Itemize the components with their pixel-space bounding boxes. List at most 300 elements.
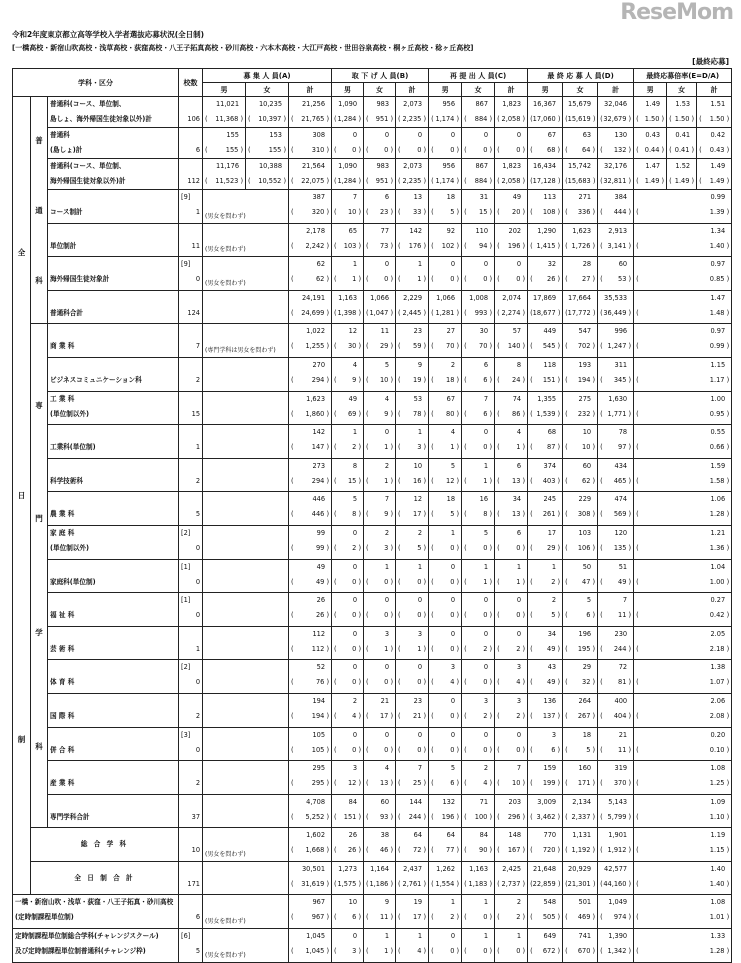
paren-close: ) xyxy=(590,812,596,821)
previous-value xyxy=(530,272,560,286)
paren-open: ( xyxy=(600,476,603,485)
value-cell xyxy=(462,794,495,828)
previous-value xyxy=(497,575,525,589)
final-value: 2,073 xyxy=(403,162,423,170)
paren-open: ( xyxy=(464,678,467,687)
previous-wrap xyxy=(348,407,361,421)
final-value: 5 xyxy=(352,495,358,504)
previous-number: 2,274 xyxy=(501,308,521,317)
school-count: 10 xyxy=(191,846,201,855)
paren-open: ( xyxy=(530,409,533,418)
previous-number: 47 xyxy=(582,577,591,586)
previous-number: 0 xyxy=(450,711,455,720)
value-cell xyxy=(332,761,364,795)
paren-close: ) xyxy=(590,208,596,216)
previous-number: 0.85 xyxy=(709,275,725,284)
previous-number: 370 xyxy=(613,779,627,788)
previous-wrap xyxy=(618,608,631,622)
previous-wrap xyxy=(376,112,393,126)
value-cell xyxy=(495,425,528,459)
previous-number: 444 xyxy=(613,208,627,216)
paren-close: ) xyxy=(724,947,730,956)
row-label-line: (定時制課程単位制) xyxy=(15,913,74,922)
previous-number: 295 xyxy=(311,779,325,788)
previous-value xyxy=(565,474,595,488)
paren-open: ( xyxy=(334,443,337,452)
final-value: 0 xyxy=(483,730,489,739)
previous-value xyxy=(431,474,459,488)
paren-close: ) xyxy=(590,342,596,351)
final-value: 548 xyxy=(543,898,557,907)
final-value: 867 xyxy=(475,100,489,108)
previous-number: 267 xyxy=(577,711,591,720)
paren-open: ( xyxy=(600,443,603,452)
paren-open: ( xyxy=(291,342,294,351)
previous-wrap xyxy=(446,407,459,421)
final-value: 0 xyxy=(450,562,456,571)
value-cell xyxy=(598,660,634,694)
paren-open: ( xyxy=(334,611,337,620)
previous-number: 73 xyxy=(379,241,389,250)
previous-value xyxy=(600,541,631,555)
row-label-line: 海外帰国生徒対象以外)計 xyxy=(50,177,126,185)
paren-open: ( xyxy=(291,577,294,586)
final-value: 60 xyxy=(582,461,592,470)
previous-number: 0 xyxy=(450,275,455,284)
previous-value xyxy=(398,474,426,488)
final-value: 0.97 xyxy=(710,260,726,269)
value-cell xyxy=(396,794,429,828)
paren-close: ) xyxy=(356,476,362,485)
previous-wrap xyxy=(502,112,526,126)
previous-number: 1,186 xyxy=(369,879,389,888)
previous-number: 32 xyxy=(582,678,591,687)
table-row xyxy=(13,895,732,929)
row-label-line: 科学技術科 xyxy=(50,476,83,485)
previous-wrap xyxy=(483,675,492,689)
previous-number: 21,765 xyxy=(301,115,325,123)
previous-wrap xyxy=(578,776,595,790)
paren-open: ( xyxy=(636,745,639,754)
paren-open: ( xyxy=(565,241,568,250)
previous-wrap xyxy=(618,575,631,589)
paren-open: ( xyxy=(565,745,568,754)
final-value: 271 xyxy=(578,193,592,201)
previous-value xyxy=(464,474,492,488)
value-cell xyxy=(396,492,429,526)
previous-wrap xyxy=(380,373,393,387)
previous-number: 1.50 xyxy=(709,115,725,123)
previous-value xyxy=(334,407,361,421)
paren-open: ( xyxy=(636,577,639,586)
previous-value xyxy=(248,112,286,126)
paren-close: ) xyxy=(324,711,330,720)
value-cell xyxy=(364,97,396,128)
previous-number: 0 xyxy=(450,745,455,754)
paren-open: ( xyxy=(398,177,401,185)
previous-wrap xyxy=(442,810,459,824)
previous-value xyxy=(398,373,426,387)
paren-close: ) xyxy=(356,409,362,418)
paren-close: ) xyxy=(421,879,427,888)
gender-note xyxy=(203,525,289,559)
paren-close: ) xyxy=(324,611,330,620)
previous-number: 884 xyxy=(474,115,488,123)
previous-value xyxy=(497,474,525,488)
previous-number: 6 xyxy=(352,913,357,922)
value-cell xyxy=(396,425,429,459)
value-cell xyxy=(332,324,364,358)
previous-number: 2,761 xyxy=(402,879,422,888)
previous-number: 0.95 xyxy=(709,409,725,418)
previous-number: 2 xyxy=(516,644,521,653)
previous-number: 2,058 xyxy=(501,177,521,185)
paren-close: ) xyxy=(324,476,330,485)
paren-close: ) xyxy=(421,146,427,154)
row-label-line xyxy=(50,425,176,440)
previous-value xyxy=(600,205,631,219)
header-sub: 男 xyxy=(332,83,364,97)
previous-wrap xyxy=(446,474,459,488)
paren-close: ) xyxy=(487,745,493,754)
previous-value xyxy=(464,205,492,219)
previous-wrap xyxy=(512,407,525,421)
paren-open: ( xyxy=(291,208,294,216)
value-cell xyxy=(598,290,634,324)
previous-value xyxy=(565,373,595,387)
previous-number: 140 xyxy=(507,342,521,351)
value-cell xyxy=(429,525,462,559)
paren-close: ) xyxy=(520,443,526,452)
value-cell xyxy=(396,223,429,257)
paren-close: ) xyxy=(454,443,460,452)
paren-close: ) xyxy=(487,510,493,519)
final-value: 2,074 xyxy=(502,293,522,302)
previous-value xyxy=(530,810,560,824)
paren-open: ( xyxy=(565,342,568,351)
paren-open: ( xyxy=(600,342,603,351)
previous-wrap xyxy=(479,205,492,219)
final-value: 1.47 xyxy=(645,162,661,170)
final-value: 1,022 xyxy=(306,327,326,336)
paren-open: ( xyxy=(636,375,639,384)
bracket-count xyxy=(181,459,200,474)
final-value: 49 xyxy=(348,394,358,403)
previous-number: 12 xyxy=(446,476,455,485)
previous-value xyxy=(291,541,329,555)
paren-close: ) xyxy=(454,611,460,620)
previous-value xyxy=(366,272,393,286)
previous-wrap xyxy=(710,810,729,824)
row-label-line: 一橋・新宿山吹・浅草・荻窪・八王子拓真・砂川高校 xyxy=(15,898,174,907)
previous-value xyxy=(464,541,492,555)
previous-wrap xyxy=(352,944,361,958)
previous-number: 0.99 xyxy=(709,342,725,351)
previous-number: 1,281 xyxy=(435,308,455,317)
paren-open: ( xyxy=(636,115,639,123)
previous-value xyxy=(366,877,393,891)
paren-close: ) xyxy=(487,779,493,788)
value-cell xyxy=(332,525,364,559)
row-label-line: 福 祉 科 xyxy=(50,611,75,620)
previous-value xyxy=(334,474,361,488)
paren-open: ( xyxy=(398,913,401,922)
previous-value xyxy=(398,174,426,188)
final-value: 1 xyxy=(352,260,358,269)
final-value: 11,021 xyxy=(215,100,240,108)
previous-number: 1.40 xyxy=(709,241,725,250)
final-value: 92 xyxy=(446,226,456,235)
previous-wrap xyxy=(710,507,729,521)
value-cell xyxy=(528,861,563,895)
previous-value xyxy=(669,174,694,188)
paren-close: ) xyxy=(590,879,596,888)
previous-number: 70 xyxy=(446,342,455,351)
previous-value xyxy=(205,112,243,126)
previous-wrap xyxy=(543,373,560,387)
previous-wrap xyxy=(516,743,525,757)
paren-open: ( xyxy=(366,342,369,351)
paren-close: ) xyxy=(689,115,695,123)
paren-close: ) xyxy=(590,745,596,754)
previous-number: 33 xyxy=(413,208,422,216)
previous-wrap xyxy=(369,306,393,320)
previous-number: 194 xyxy=(311,711,325,720)
value-cell xyxy=(364,525,396,559)
side-char: 全 xyxy=(17,247,26,257)
gender-note xyxy=(203,861,289,895)
paren-open: ( xyxy=(291,846,294,855)
paren-close: ) xyxy=(555,711,561,720)
previous-value xyxy=(636,339,729,353)
paren-close: ) xyxy=(356,913,362,922)
value-cell xyxy=(289,660,332,694)
previous-number: 0 xyxy=(483,913,488,922)
previous-number: 10 xyxy=(379,375,389,384)
paren-open: ( xyxy=(600,409,603,418)
table-row xyxy=(13,458,732,492)
previous-number: 8 xyxy=(483,510,488,519)
previous-value xyxy=(431,306,459,320)
final-value: 1.15 xyxy=(710,360,726,369)
previous-wrap xyxy=(547,143,560,157)
final-value: 649 xyxy=(543,932,557,941)
final-value: 0 xyxy=(352,131,358,139)
previous-value xyxy=(530,239,560,253)
previous-number: 18,677 xyxy=(532,308,556,317)
previous-wrap xyxy=(614,474,631,488)
paren-open: ( xyxy=(497,409,500,418)
paren-open: ( xyxy=(565,678,568,687)
table-row xyxy=(13,391,732,425)
paren-close: ) xyxy=(590,543,596,552)
final-value: 446 xyxy=(312,495,326,504)
previous-value xyxy=(334,339,361,353)
previous-number: 22,859 xyxy=(532,879,556,888)
paren-open: ( xyxy=(600,208,603,216)
value-cell xyxy=(495,159,528,190)
previous-wrap xyxy=(582,272,595,286)
paren-open: ( xyxy=(565,510,568,519)
paren-close: ) xyxy=(555,208,561,216)
previous-wrap xyxy=(352,575,361,589)
paren-close: ) xyxy=(454,577,460,586)
header-sub: 女 xyxy=(563,83,598,97)
previous-number: 0 xyxy=(352,678,357,687)
final-value: 71 xyxy=(479,797,489,806)
paren-open: ( xyxy=(464,342,467,351)
paren-open: ( xyxy=(497,443,500,452)
final-value: 1.19 xyxy=(710,831,726,840)
gender-note xyxy=(203,626,289,660)
final-value: 2 xyxy=(516,898,522,907)
previous-wrap xyxy=(446,339,459,353)
paren-close: ) xyxy=(487,375,493,384)
gender-note xyxy=(203,794,289,828)
paren-close: ) xyxy=(421,510,427,519)
previous-value xyxy=(398,675,426,689)
previous-number: 4 xyxy=(450,678,455,687)
final-value: 1,290 xyxy=(537,226,557,235)
previous-number: 100 xyxy=(474,812,488,821)
previous-value xyxy=(497,709,525,723)
row-label-line: (島しょ)計 xyxy=(50,146,83,154)
side-char: 科 xyxy=(35,741,43,751)
previous-value xyxy=(334,541,361,555)
previous-wrap xyxy=(645,174,664,188)
paren-close: ) xyxy=(590,711,596,720)
previous-wrap xyxy=(568,174,596,188)
gender-note: (男女を問わず) xyxy=(203,257,289,291)
paren-open: ( xyxy=(600,779,603,788)
paren-open: ( xyxy=(291,812,294,821)
previous-wrap xyxy=(675,143,694,157)
value-cell xyxy=(462,128,495,159)
value-cell xyxy=(667,128,697,159)
paren-close: ) xyxy=(555,611,561,620)
paren-close: ) xyxy=(590,409,596,418)
paren-close: ) xyxy=(324,678,330,687)
final-value: 0 xyxy=(483,663,489,672)
previous-value xyxy=(464,272,492,286)
paren-open: ( xyxy=(398,543,401,552)
value-cell xyxy=(396,626,429,660)
final-value: 1 xyxy=(384,562,390,571)
ratio-cell xyxy=(634,391,732,425)
paren-close: ) xyxy=(487,409,493,418)
value-cell xyxy=(332,97,364,128)
row-label-line: (単位制以外) xyxy=(50,409,89,418)
previous-value xyxy=(636,174,664,188)
previous-wrap xyxy=(301,112,329,126)
value-cell xyxy=(598,727,634,761)
previous-wrap xyxy=(547,675,560,689)
paren-open: ( xyxy=(464,779,467,788)
previous-number: 17 xyxy=(413,510,422,519)
previous-value xyxy=(600,112,631,126)
previous-number: 10 xyxy=(347,208,357,216)
previous-number: 0 xyxy=(483,543,488,552)
previous-number: 10 xyxy=(582,443,591,452)
previous-wrap xyxy=(384,642,393,656)
final-value: 0 xyxy=(450,629,456,638)
paren-close: ) xyxy=(388,678,394,687)
paren-close: ) xyxy=(520,342,526,351)
previous-number: 49 xyxy=(547,678,556,687)
previous-value xyxy=(431,944,459,958)
paren-close: ) xyxy=(324,644,330,653)
final-value: 11,176 xyxy=(215,162,240,170)
value-cell xyxy=(396,391,429,425)
paren-open: ( xyxy=(334,577,337,586)
previous-value xyxy=(530,910,560,924)
value-cell xyxy=(364,861,396,895)
previous-value xyxy=(497,174,525,188)
previous-value xyxy=(398,810,426,824)
gender-note: (男女を問わず) xyxy=(203,895,289,929)
previous-value xyxy=(366,407,393,421)
final-value: 4 xyxy=(516,428,522,437)
paren-open: ( xyxy=(530,879,533,888)
table-row xyxy=(13,727,732,761)
row-label-line xyxy=(50,593,176,608)
paren-open: ( xyxy=(398,241,401,250)
previous-value xyxy=(636,541,729,555)
value-cell xyxy=(332,626,364,660)
paren-open: ( xyxy=(464,275,467,284)
value-cell xyxy=(289,128,332,159)
previous-wrap xyxy=(568,877,596,891)
value-cell xyxy=(697,128,732,159)
row-label-line: 総 合 学 科 xyxy=(80,840,129,849)
final-value: 17,869 xyxy=(533,293,557,302)
paren-open: ( xyxy=(600,241,603,250)
value-cell xyxy=(598,128,634,159)
value-cell xyxy=(634,159,667,190)
paren-open: ( xyxy=(464,177,467,185)
previous-number: 1 xyxy=(483,577,488,586)
paren-close: ) xyxy=(520,275,526,284)
paren-open: ( xyxy=(636,308,639,317)
table-row xyxy=(13,492,732,526)
previous-wrap xyxy=(582,474,595,488)
paren-close: ) xyxy=(454,241,460,250)
value-cell xyxy=(528,324,563,358)
previous-value xyxy=(464,306,492,320)
row-label-line xyxy=(50,492,176,507)
previous-number: 155 xyxy=(268,146,282,154)
previous-wrap xyxy=(344,810,361,824)
previous-number: 0 xyxy=(450,947,455,956)
previous-wrap xyxy=(608,239,632,253)
previous-number: 176 xyxy=(408,241,422,250)
paren-open: ( xyxy=(366,879,369,888)
paren-open: ( xyxy=(565,476,568,485)
final-value: 30,501 xyxy=(301,864,326,873)
previous-wrap xyxy=(384,675,393,689)
final-value: 2 xyxy=(384,461,390,470)
previous-number: 4 xyxy=(417,947,422,956)
paren-open: ( xyxy=(366,611,369,620)
previous-wrap xyxy=(215,174,243,188)
paren-open: ( xyxy=(600,577,603,586)
paren-open: ( xyxy=(398,115,401,123)
previous-number: 24 xyxy=(512,375,521,384)
ratio-cell xyxy=(634,895,732,929)
previous-number: 974 xyxy=(613,913,627,922)
table-row xyxy=(13,97,732,128)
paren-open: ( xyxy=(398,443,401,452)
